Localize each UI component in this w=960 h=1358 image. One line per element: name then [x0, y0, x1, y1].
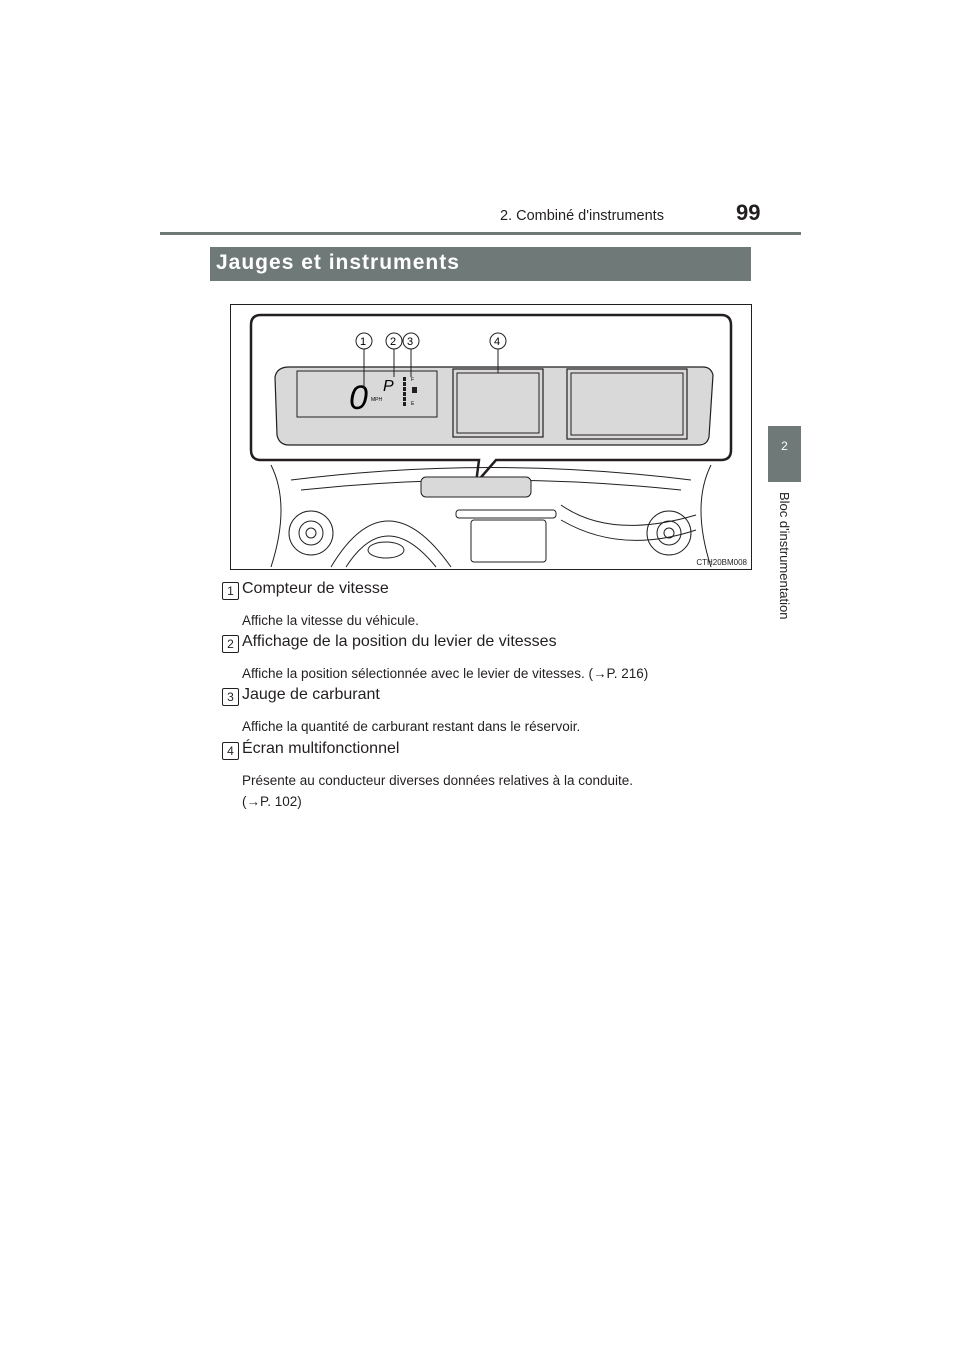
svg-text:2: 2 [390, 336, 397, 348]
svg-text:1: 1 [360, 336, 367, 348]
chapter-number: 2 [781, 439, 788, 453]
fuel-empty-mark: E [411, 401, 415, 407]
item-number: 3 [222, 688, 239, 706]
item-number: 4 [222, 742, 239, 760]
chapter-title-vertical: Bloc d'instrumentation [777, 492, 792, 620]
lcd-gear: P [383, 378, 394, 395]
item-description: Affiche la quantité de carburant restant dans le réservoir. [242, 719, 581, 734]
item-number: 1 [222, 582, 239, 600]
dashboard-illustration [231, 305, 751, 569]
item-title: Écran multifonctionnel [242, 740, 400, 757]
multi-information-display [453, 369, 543, 437]
svg-text:4: 4 [494, 336, 501, 348]
chapter-tab [768, 426, 801, 482]
item-title: Jauge de carburant [242, 686, 380, 703]
page-number: 99 [736, 200, 761, 225]
fuel-pump-icon [412, 387, 417, 393]
lcd-unit: MPH [371, 397, 383, 403]
item-title: Affichage de la position du levier de vitesses [242, 633, 557, 650]
svg-text:3: 3 [407, 336, 414, 348]
header-section: 2. Combiné d'instruments [500, 208, 664, 224]
lcd-speed: 0 [349, 379, 368, 417]
dashboard-outline [271, 465, 711, 567]
item-description: Affiche la position sélectionnée avec le levier de vitesses. (→P. 216) [242, 666, 649, 681]
item-title: Compteur de vitesse [242, 580, 389, 597]
section-title-bar [210, 247, 751, 281]
section-title: Jauges et instruments [216, 251, 460, 274]
fuel-full-mark: F [411, 377, 415, 383]
instrument-figure [230, 304, 752, 570]
item-description: Présente au conducteur diverses données relatives à la conduite. (→P. 102) [242, 773, 633, 809]
header-rule [160, 232, 801, 235]
figure-code: CTH20BM008 [696, 558, 747, 567]
item-description: Affiche la vitesse du véhicule. [242, 613, 419, 628]
right-panel [567, 369, 687, 439]
item-number: 2 [222, 635, 239, 653]
